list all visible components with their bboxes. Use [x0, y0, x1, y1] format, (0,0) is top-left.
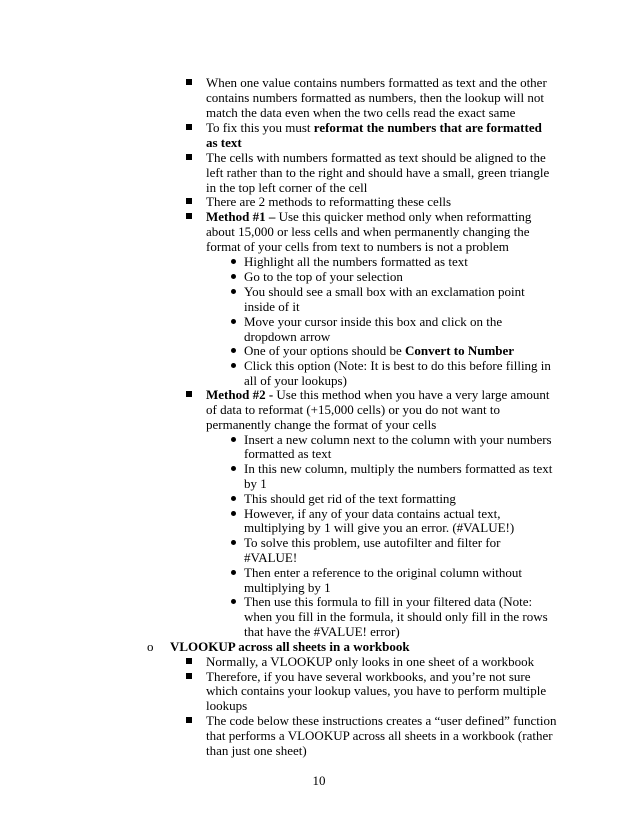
- round-bullet-icon: [231, 599, 236, 604]
- text-line: [206, 209, 531, 224]
- text-line: permanently change the format of your cells: [206, 417, 437, 432]
- round-bullet-icon: [231, 319, 236, 324]
- bold-text-run: Convert to Number: [405, 343, 515, 358]
- text-line: [206, 120, 542, 135]
- text-line: multiplying by 1 will give you an error. (#VALUE!): [244, 520, 515, 535]
- square-bullet-icon: [186, 717, 192, 723]
- square-bullet-icon: [186, 154, 192, 160]
- round-bullet-icon: [231, 437, 236, 442]
- text-line: contains numbers formatted as numbers, then the lookup will not: [206, 90, 544, 105]
- bold-text-run: VLOOKUP across all sheets in a workbook: [170, 639, 410, 654]
- text-line: When one value contains numbers formatted as text and the other: [206, 75, 547, 90]
- text-line: dropdown arrow: [244, 329, 331, 344]
- text-line: formatted as text: [244, 446, 332, 461]
- bold-text-run: as text: [206, 135, 242, 150]
- text-line: However, if any of your data contains actual text,: [244, 506, 501, 521]
- round-bullet-icon: [231, 496, 236, 501]
- text-line: left rather than to the right and should have a small, green triangle: [206, 165, 550, 180]
- round-bullet-icon: [231, 259, 236, 264]
- text-line: Highlight all the numbers formatted as text: [244, 254, 468, 269]
- square-bullet-icon: [186, 198, 192, 204]
- text-line: about 15,000 or less cells and when permanently changing the: [206, 224, 530, 239]
- round-bullet-icon: [231, 348, 236, 353]
- text-line: than just one sheet): [206, 743, 307, 758]
- bold-text-run: Method #2 -: [206, 387, 274, 402]
- text-line: You should see a small box with an exclamation point: [244, 284, 525, 299]
- text-line: This should get rid of the text formatting: [244, 491, 456, 506]
- text-line: when you fill in the formula, it should only fill in the rows: [244, 609, 548, 624]
- text-run: To fix this you must: [206, 120, 314, 135]
- text-line: in the top left corner of the cell: [206, 180, 368, 195]
- text-line: Therefore, if you have several workbooks, and you’re not sure: [206, 669, 531, 684]
- text-line: all of your lookups): [244, 373, 347, 388]
- round-bullet-icon: [231, 466, 236, 471]
- text-run: Use this method when you have a very large amount: [273, 387, 550, 402]
- text-line: [206, 387, 549, 402]
- text-line: multiplying by 1: [244, 580, 331, 595]
- text-run: One of your options should be: [244, 343, 406, 358]
- square-bullet-icon: [186, 391, 192, 397]
- text-line: inside of it: [244, 299, 300, 314]
- hollow-bullet-icon: o: [147, 639, 154, 654]
- round-bullet-icon: [231, 511, 236, 516]
- text-line: by 1: [244, 476, 267, 491]
- text-line: Then use this formula to fill in your filtered data (Note:: [244, 594, 533, 609]
- text-line: [206, 135, 242, 150]
- square-bullet-icon: [186, 673, 192, 679]
- bold-text-run: Method #1 –: [206, 209, 276, 224]
- text-line: which contains your lookup values, you have to perform multiple: [206, 683, 547, 698]
- text-line: #VALUE!: [244, 550, 298, 565]
- square-bullet-icon: [186, 124, 192, 130]
- text-line: that have the #VALUE! error): [244, 624, 400, 639]
- page-number: 10: [312, 773, 326, 788]
- text-line: The cells with numbers formatted as text should be aligned to the: [206, 150, 546, 165]
- text-line: format of your cells from text to numbers is not a problem: [206, 239, 509, 254]
- text-line: To solve this problem, use autofilter and filter for: [244, 535, 501, 550]
- text-line: Move your cursor inside this box and click on the: [244, 314, 503, 329]
- text-line: lookups: [206, 698, 248, 713]
- round-bullet-icon: [231, 274, 236, 279]
- text-line: Go to the top of your selection: [244, 269, 403, 284]
- section-heading: [170, 639, 410, 654]
- text-line: Insert a new column next to the column with your numbers: [244, 432, 552, 447]
- square-bullet-icon: [186, 213, 192, 219]
- text-line: Click this option (Note: It is best to do this before filling in: [244, 358, 551, 373]
- square-bullet-icon: [186, 658, 192, 664]
- round-bullet-icon: [231, 570, 236, 575]
- square-bullet-icon: [186, 79, 192, 85]
- text-line: match the data even when the two cells read the exact same: [206, 105, 516, 120]
- text-line: There are 2 methods to reformatting these cells: [206, 194, 452, 209]
- text-line: Then enter a reference to the original column without: [244, 565, 522, 580]
- round-bullet-icon: [231, 289, 236, 294]
- text-line: In this new column, multiply the numbers formatted as text: [244, 461, 553, 476]
- text-line: The code below these instructions creates a “user defined” function: [206, 713, 557, 728]
- text-line: Normally, a VLOOKUP only looks in one sheet of a workbook: [206, 654, 535, 669]
- text-line: of data to reformat (+15,000 cells) or you do not want to: [206, 402, 500, 417]
- text-line: [244, 343, 514, 358]
- text-run: Use this quicker method only when reformatting: [275, 209, 532, 224]
- text-line: that performs a VLOOKUP across all sheets in a workbook (rather: [206, 728, 553, 743]
- round-bullet-icon: [231, 363, 236, 368]
- round-bullet-icon: [231, 540, 236, 545]
- bold-text-run: reformat the numbers that are formatted: [313, 120, 542, 135]
